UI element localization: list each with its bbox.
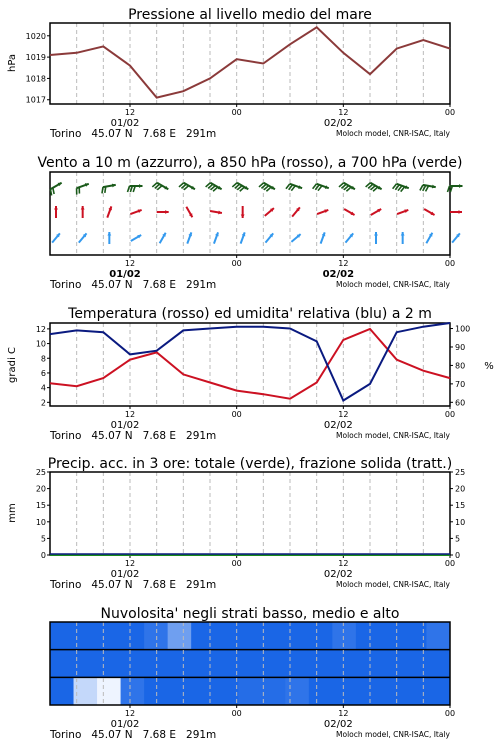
y-tick-label: 20 xyxy=(35,484,46,494)
wind-barb xyxy=(420,185,423,191)
model-label: Moloch model, CNR-ISAC, Italy xyxy=(336,280,450,289)
y-tick-label: 10 xyxy=(455,517,466,527)
y-tick-label: 8 xyxy=(40,354,46,364)
cloud-cell xyxy=(356,677,380,705)
date-label: 01/02 xyxy=(110,118,140,129)
cloud-cell xyxy=(97,622,121,650)
date-label: 02/02 xyxy=(323,569,353,580)
wind-arrow-head xyxy=(54,206,58,210)
cloud-cell xyxy=(121,677,145,705)
wind-barb xyxy=(105,187,106,193)
location-label: Torino 45.07 N 7.68 E 291m xyxy=(50,729,217,741)
x-tick-label: 00 xyxy=(231,709,242,718)
x-tick-label: 00 xyxy=(444,709,456,718)
cloud-cell xyxy=(168,622,192,650)
cloud-cell xyxy=(215,677,239,705)
precipitation-ylabel: mm xyxy=(7,503,18,523)
wind-arrow-head xyxy=(81,206,85,210)
cloud-cell xyxy=(356,650,380,678)
y-tick-label: 2 xyxy=(40,398,46,408)
y-tick-label: 20 xyxy=(455,484,466,494)
cloud-cell xyxy=(262,677,286,705)
wind-arrow-head xyxy=(107,232,111,236)
temperature-panel xyxy=(7,306,494,442)
x-tick-label: 00 xyxy=(231,259,242,268)
cloud-cell xyxy=(332,650,356,678)
cloud-cell xyxy=(379,622,403,650)
humidity-line xyxy=(50,323,450,401)
pressure-ylabel: hPa xyxy=(7,53,18,73)
cloud-cell xyxy=(97,677,121,705)
wind-arrow-head xyxy=(165,210,169,214)
y-tick-label: 15 xyxy=(455,501,466,511)
y-tick-label: 1017 xyxy=(25,95,46,105)
precipitation-panel xyxy=(7,456,465,591)
cloud-cell xyxy=(426,622,450,650)
x-tick-label: 00 xyxy=(444,108,456,117)
cloud-cell xyxy=(356,622,380,650)
y-tick-label: 4 xyxy=(40,383,46,393)
precipitation-title: Precip. acc. in 3 ore: totale (verde), frazione solida (tratt.) xyxy=(47,456,453,472)
pressure-title: Pressione al livello medio del mare xyxy=(128,7,372,23)
wind-arrow-head xyxy=(374,232,378,236)
y-tick-label: 15 xyxy=(35,501,46,511)
model-label: Moloch model, CNR-ISAC, Italy xyxy=(336,431,450,440)
y-tick-label: 80 xyxy=(455,361,466,371)
x-tick-label: 00 xyxy=(444,410,456,419)
x-tick-label: 12 xyxy=(338,259,349,268)
date-label: 01/02 xyxy=(110,420,140,431)
wind-barb xyxy=(53,188,54,194)
x-tick-label: 12 xyxy=(338,709,349,718)
y-tick-label: 1019 xyxy=(25,53,46,63)
y-tick-label: 10 xyxy=(35,517,46,527)
cloud-cell xyxy=(168,677,192,705)
x-tick-label: 12 xyxy=(124,559,136,568)
cloud-cell xyxy=(50,677,74,705)
cloud-cell xyxy=(50,650,74,678)
wind-barb xyxy=(426,186,429,192)
cloud-cell xyxy=(215,650,239,678)
location-label: Torino 45.07 N 7.68 E 291m xyxy=(50,430,217,442)
location-label: Torino 45.07 N 7.68 E 291m xyxy=(50,128,217,140)
y-tick-label: 12 xyxy=(35,324,46,334)
cloud-cell xyxy=(50,622,74,650)
date-label: 02/02 xyxy=(323,420,353,431)
date-label: 02/02 xyxy=(323,118,353,129)
model-label: Moloch model, CNR-ISAC, Italy xyxy=(336,580,450,589)
cloud-cell xyxy=(285,677,309,705)
x-tick-label: 12 xyxy=(124,709,136,718)
cloud-cell xyxy=(191,650,215,678)
y-tick-label: 5 xyxy=(455,534,461,544)
pressure-panel xyxy=(7,7,455,140)
cloud-cell xyxy=(426,677,450,705)
cloud-cell xyxy=(285,650,309,678)
cloud-cell xyxy=(144,677,168,705)
x-tick-label: 12 xyxy=(338,108,349,117)
wind-arrow-head xyxy=(458,210,462,214)
temperature-frame xyxy=(50,323,450,406)
location-label: Torino 45.07 N 7.68 E 291m xyxy=(50,279,217,291)
x-tick-label: 00 xyxy=(444,259,456,268)
x-tick-label: 00 xyxy=(231,559,242,568)
y-tick-label: 90 xyxy=(455,342,466,352)
cloud-cell xyxy=(285,622,309,650)
y-tick-label: 1018 xyxy=(25,74,46,84)
cloud-cell xyxy=(191,677,215,705)
y-tick-label: 100 xyxy=(455,324,471,334)
y-tick-label: 25 xyxy=(35,468,46,477)
wind-panel xyxy=(37,155,462,291)
cloud-cell xyxy=(309,650,333,678)
date-label: 02/02 xyxy=(323,719,353,730)
y-tick-label: 60 xyxy=(455,398,466,408)
y-tick-label: 6 xyxy=(40,368,46,378)
cloud-cell xyxy=(379,650,403,678)
humidity-ylabel: % xyxy=(484,361,494,372)
x-tick-label: 12 xyxy=(338,559,349,568)
y-tick-label: 10 xyxy=(35,339,46,349)
cloud-panel xyxy=(49,606,455,741)
pressure-frame xyxy=(50,23,450,104)
cloud-cell xyxy=(238,622,262,650)
model-label: Moloch model, CNR-ISAC, Italy xyxy=(336,730,450,739)
cloud-cell xyxy=(262,650,286,678)
y-tick-label: 70 xyxy=(455,379,466,389)
x-tick-label: 12 xyxy=(338,410,349,419)
date-label: 01/02 xyxy=(109,269,141,280)
wind-barb xyxy=(448,186,450,192)
y-tick-label: 1020 xyxy=(25,31,46,41)
cloud-cell xyxy=(144,650,168,678)
wind-title: Vento a 10 m (azzurro), a 850 hPa (rosso), a 700 hPa (verde) xyxy=(37,155,463,171)
wind-barb xyxy=(102,187,103,193)
cloud-cell xyxy=(426,650,450,678)
x-tick-label: 12 xyxy=(124,108,136,117)
cloud-cell xyxy=(238,677,262,705)
precipitation-frame xyxy=(50,472,450,555)
cloud-cell xyxy=(379,677,403,705)
pressure-line xyxy=(50,27,450,97)
wind-barb xyxy=(128,186,130,192)
x-tick-label: 00 xyxy=(231,410,242,419)
cloud-cell xyxy=(332,677,356,705)
y-tick-label: 0 xyxy=(40,551,46,560)
x-tick-label: 00 xyxy=(231,108,242,117)
wind-arrow-head xyxy=(241,214,245,218)
y-tick-label: 5 xyxy=(40,534,46,544)
cloud-cell xyxy=(191,622,215,650)
date-label: 01/02 xyxy=(110,569,140,580)
cloud-cell xyxy=(309,622,333,650)
cloud-cell xyxy=(332,622,356,650)
cloud-cell xyxy=(121,622,145,650)
x-tick-label: 12 xyxy=(124,259,136,268)
x-tick-label: 12 xyxy=(124,410,136,419)
cloud-cell xyxy=(309,677,333,705)
date-label: 02/02 xyxy=(322,269,355,280)
temperature-ylabel: gradi C xyxy=(7,347,18,383)
wind-arrow-head xyxy=(459,184,463,188)
cloud-cell xyxy=(144,622,168,650)
cloud-cell xyxy=(97,650,121,678)
cloud-cell xyxy=(168,650,192,678)
y-tick-label: 25 xyxy=(455,468,466,477)
cloud-cell xyxy=(262,622,286,650)
cloud-title: Nuvolosita' negli strati basso, medio e alto xyxy=(100,606,400,622)
cloud-cell xyxy=(121,650,145,678)
wind-arrow-head xyxy=(139,184,143,188)
temperature-title: Temperatura (rosso) ed umidita' relativa (blu) a 2 m xyxy=(68,306,432,322)
cloud-cell xyxy=(215,622,239,650)
location-label: Torino 45.07 N 7.68 E 291m xyxy=(50,579,217,591)
wind-arrow-head xyxy=(401,232,405,236)
cloud-cell xyxy=(238,650,262,678)
temperature-line xyxy=(50,329,450,399)
x-tick-label: 00 xyxy=(444,559,456,568)
model-label: Moloch model, CNR-ISAC, Italy xyxy=(336,129,450,138)
date-label: 01/02 xyxy=(110,719,140,730)
y-tick-label: 0 xyxy=(455,551,461,560)
